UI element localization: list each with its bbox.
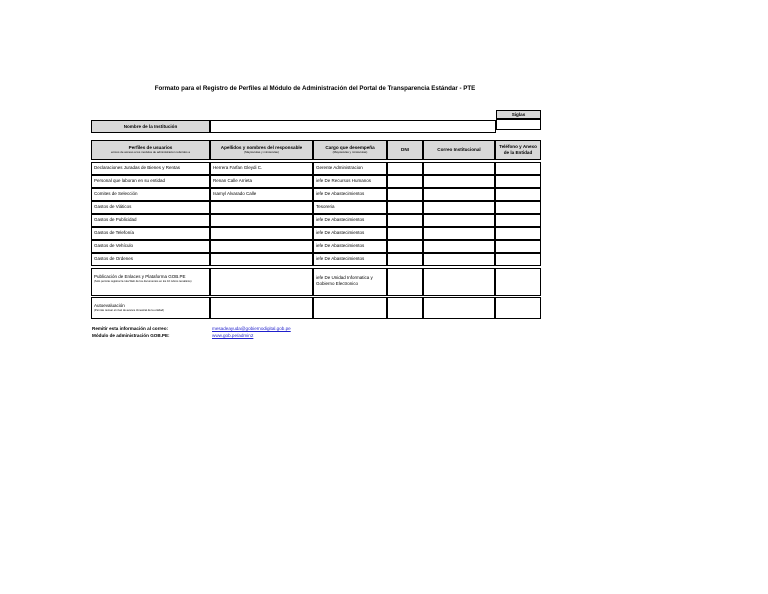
perfil-text: Personal que laboran en su entidad (94, 178, 166, 183)
institution-field[interactable] (210, 120, 496, 133)
row-10-dni-cell[interactable] (387, 297, 423, 319)
perfil-text: Gastos de Ordenes (94, 256, 134, 261)
header-cargo (313, 140, 387, 160)
row-3-responsable-cell[interactable] (210, 188, 313, 201)
row-4-correo-cell[interactable] (423, 201, 495, 214)
cargo-text: iefe De Abastecimientos (316, 230, 365, 235)
row-2-dni-cell[interactable] (387, 175, 423, 188)
row-6-cargo-cell[interactable] (313, 227, 387, 240)
row-4-responsable-cell[interactable] (210, 201, 313, 214)
cargo-text: iefe De Abastecimientos (316, 243, 365, 248)
row-9-responsable-cell[interactable] (210, 268, 313, 296)
modulo-url-link[interactable]: www.gob.pe/admin2 (212, 333, 254, 338)
row-3-telefono-cell[interactable] (495, 188, 541, 201)
cargo-text: iefe De Abastecimientos (316, 256, 365, 261)
cargo-text: iefe De Abastecimientos (316, 191, 365, 196)
row-8-perfil-cell (91, 253, 210, 266)
header-apellidos (210, 140, 313, 160)
row-9-telefono-cell[interactable] (495, 268, 541, 296)
header-telefono-text: Teléfono y Anexo de la Entidad (499, 144, 537, 155)
siglas-label-text: Siglas (511, 111, 526, 117)
cargo-text: Gerente Administracion (316, 165, 363, 170)
row-5-perfil-cell (91, 214, 210, 227)
row-4-telefono-cell[interactable] (495, 201, 541, 214)
row-10-correo-cell[interactable] (423, 297, 495, 319)
row-1-correo-cell[interactable] (423, 162, 495, 175)
row-8-cargo-cell[interactable] (313, 253, 387, 266)
row-4-cargo-cell[interactable] (313, 201, 387, 214)
responsable-text: Herrera Farfan Gleydi C. (213, 165, 263, 170)
row-3-perfil-cell (91, 188, 210, 201)
row-5-dni-cell[interactable] (387, 214, 423, 227)
header-perfiles-text: Perfiles de usuarios (128, 145, 173, 151)
row-7-responsable-cell[interactable] (210, 240, 313, 253)
perfil-note: (Permite revisar el nivel de avance trimestral de la entidad) (94, 308, 165, 312)
header-perfiles-note: enicos de acceso a los modulos de administracion referidos a (111, 150, 190, 154)
header-apellidos-note: (Mayúsculas y minúsculas) (244, 150, 279, 154)
row-9-dni-cell[interactable] (387, 268, 423, 296)
header-correo (423, 140, 495, 160)
perfil-text: Publicación de Enlaces y Plataforma GOB.PE (94, 274, 186, 279)
row-4-perfil-cell (91, 201, 210, 214)
row-8-responsable-cell[interactable] (210, 253, 313, 266)
header-dni-text: DNI (401, 147, 409, 153)
header-correo-text: Correo Institucional (437, 147, 481, 153)
row-1-responsable-cell[interactable] (210, 162, 313, 175)
row-8-dni-cell[interactable] (387, 253, 423, 266)
row-5-responsable-cell[interactable] (210, 214, 313, 227)
row-2-cargo-cell[interactable] (313, 175, 387, 188)
row-10-responsable-cell[interactable] (210, 297, 313, 319)
row-7-perfil-cell (91, 240, 210, 253)
perfil-text: Comites de Selección (94, 191, 138, 196)
perfil-text: Gastos de Vehículo (94, 243, 134, 248)
remit-email-link[interactable]: mesadeayuda@gobiernodigital.gob.pe (212, 326, 291, 331)
row-2-telefono-cell[interactable] (495, 175, 541, 188)
row-6-responsable-cell[interactable] (210, 227, 313, 240)
row-6-correo-cell[interactable] (423, 227, 495, 240)
row-7-dni-cell[interactable] (387, 240, 423, 253)
header-cargo-note: (Mayúsculas y minúsculas) (332, 150, 368, 154)
row-6-perfil-cell (91, 227, 210, 240)
perfil-text: Declaraciones Juradas de Bienes y Rentas (94, 165, 181, 170)
row-8-correo-cell[interactable] (423, 253, 495, 266)
row-5-correo-cell[interactable] (423, 214, 495, 227)
header-dni (387, 140, 423, 160)
perfil-text: Gastos de Viáticos (94, 204, 132, 209)
row-6-telefono-cell[interactable] (495, 227, 541, 240)
row-1-telefono-cell[interactable] (495, 162, 541, 175)
siglas-field[interactable] (496, 119, 541, 130)
row-1-perfil-cell (91, 162, 210, 175)
responsable-text: Renan Calle Arrieta (213, 178, 253, 183)
responsable-text: Isamyl Alvarado Calle (213, 191, 257, 196)
siglas-label (496, 110, 541, 119)
page-title: Formato para el Registro de Perfiles al Módulo de Administración del Portal de Transparencia Estándar - PTE (154, 85, 476, 92)
perfil-note: (Solo permite registrar la ruta Web de los documentos en los 10 rubros temáticos) (94, 279, 192, 283)
institution-label-text: Nombre de la Institución (123, 123, 178, 129)
row-6-dni-cell[interactable] (387, 227, 423, 240)
row-3-cargo-cell[interactable] (313, 188, 387, 201)
row-2-perfil-cell (91, 175, 210, 188)
row-1-cargo-cell[interactable] (313, 162, 387, 175)
row-10-cargo-cell[interactable] (313, 297, 387, 319)
row-2-responsable-cell[interactable] (210, 175, 313, 188)
row-7-telefono-cell[interactable] (495, 240, 541, 253)
row-10-telefono-cell[interactable] (495, 297, 541, 319)
cargo-text: iefe De Recursos Humanos (316, 178, 372, 183)
row-3-correo-cell[interactable] (423, 188, 495, 201)
row-7-correo-cell[interactable] (423, 240, 495, 253)
header-perfiles (91, 140, 210, 160)
header-telefono (495, 140, 541, 160)
perfil-text: Autoevaluación (94, 303, 125, 308)
header-apellidos-text: Apellidos y nombres del responsable (220, 145, 303, 151)
row-5-cargo-cell[interactable] (313, 214, 387, 227)
perfil-text: Gastos de Publicidad (94, 217, 137, 222)
row-7-cargo-cell[interactable] (313, 240, 387, 253)
row-9-cargo-cell[interactable] (313, 268, 387, 296)
row-10-perfil-cell (91, 297, 210, 319)
cargo-text: iefe De Abastecimientos (316, 217, 365, 222)
row-8-telefono-cell[interactable] (495, 253, 541, 266)
institution-label (91, 120, 210, 133)
modulo-label: Módulo de administración GOB.PE: (92, 333, 170, 338)
row-2-correo-cell[interactable] (423, 175, 495, 188)
cargo-text: iefe De Unidad Informatica y Gobierno Electronico (316, 275, 373, 286)
row-4-dni-cell[interactable] (387, 201, 423, 214)
row-1-dni-cell[interactable] (387, 162, 423, 175)
row-9-correo-cell[interactable] (423, 268, 495, 296)
row-9-perfil-cell (91, 268, 210, 296)
cargo-text: Tesoreria (316, 204, 335, 209)
remit-label: Remitir esta información al correo: (92, 326, 169, 331)
header-cargo-text: Cargo que desempeña (325, 145, 375, 151)
perfil-text: Gastos de Telefonía (94, 230, 134, 235)
row-5-telefono-cell[interactable] (495, 214, 541, 227)
row-3-dni-cell[interactable] (387, 188, 423, 201)
